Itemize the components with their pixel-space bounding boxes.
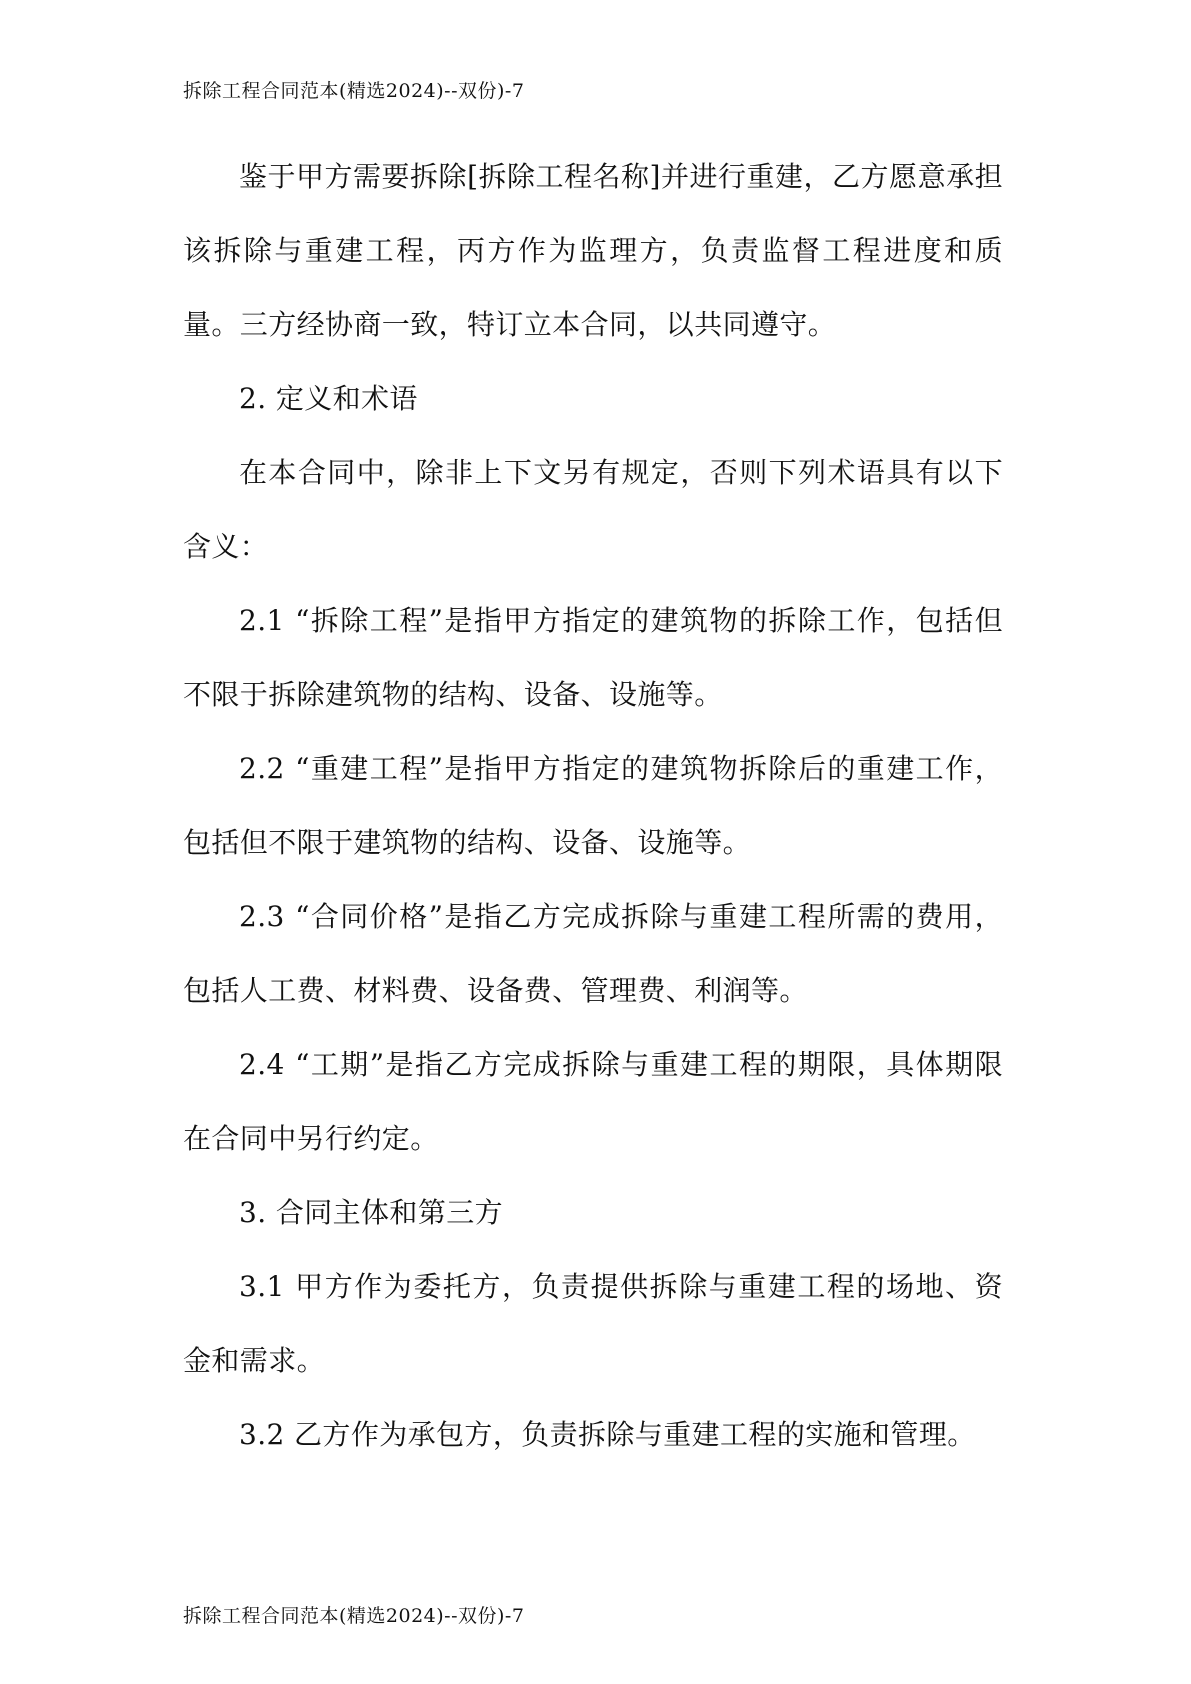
preamble-paragraph: 鉴于甲方需要拆除[拆除工程名称]并进行重建，乙方愿意承担该拆除与重建工程，丙方作为监理方，负责监督工程进度和质量。三方经协商一致，特订立本合同，以共同遵守。 <box>183 160 1003 341</box>
definitions-intro-paragraph: 在本合同中，除非上下文另有规定，否则下列术语具有以下含义： <box>183 456 1003 563</box>
section-heading-2: 2. 定义和术语 <box>239 382 418 415</box>
clause-3-2: 3.2 乙方作为承包方，负责拆除与重建工程的实施和管理。 <box>239 1418 976 1451</box>
clause-2-4: 2.4 “工期”是指乙方完成拆除与重建工程的期限，具体期限在合同中另行约定。 <box>183 1048 1003 1155</box>
clause-2-1: 2.1 “拆除工程”是指甲方指定的建筑物的拆除工作，包括但不限于拆除建筑物的结构、设备、设施等。 <box>183 604 1003 711</box>
clause-2-3: 2.3 “合同价格”是指乙方完成拆除与重建工程所需的费用，包括人工费、材料费、设备费、管理费、利润等。 <box>183 900 1003 1007</box>
running-header: 拆除工程合同范本(精选2024)--双份)-7 <box>183 80 525 102</box>
section-heading-3: 3. 合同主体和第三方 <box>239 1196 504 1229</box>
running-footer: 拆除工程合同范本(精选2024)--双份)-7 <box>183 1605 525 1627</box>
clause-3-1: 3.1 甲方作为委托方，负责提供拆除与重建工程的场地、资金和需求。 <box>183 1270 1003 1377</box>
document-body <box>183 140 1003 1472</box>
clause-2-2: 2.2 “重建工程”是指甲方指定的建筑物拆除后的重建工作，包括但不限于建筑物的结构、设备、设施等。 <box>183 752 1003 859</box>
